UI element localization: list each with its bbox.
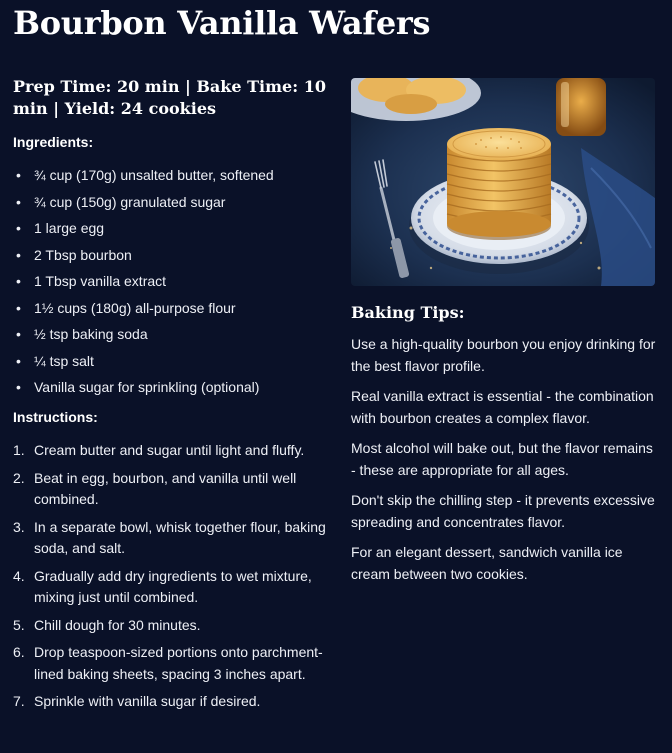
- instruction-step: 6. Drop teaspoon-sized portions onto parchment-lined baking sheets, spacing 3 inches apart.: [13, 644, 323, 682]
- instruction-step: 5. Chill dough for 30 minutes.: [13, 616, 201, 633]
- ingredient-item: • 1 Tbsp vanilla extract: [16, 273, 167, 289]
- cookie-stack-photo: [351, 78, 655, 286]
- ingredients-list: [13, 165, 333, 398]
- baking-tips-list: [351, 334, 656, 585]
- baking-tip: Real vanilla extract is essential - the combination with bourbon creates a complex flavor.: [351, 388, 654, 426]
- instruction-step: 7. Sprinkle with vanilla sugar if desired.: [13, 693, 261, 709]
- baking-tips-heading: Baking Tips:: [351, 303, 465, 322]
- instruction-step: 3. In a separate bowl, whisk together flour, baking soda, and salt.: [13, 518, 326, 556]
- recipe-meta: Prep Time: 20 min | Bake Time: 10 min | Yield: 24 cookies: [13, 77, 326, 118]
- recipe-left-column: [13, 76, 333, 719]
- baking-tip: Most alcohol will bake out, but the flavor remains - these are appropriate for all ages.: [351, 440, 653, 478]
- baking-tip: For an elegant dessert, sandwich vanilla ice cream between two cookies.: [351, 544, 623, 582]
- ingredient-item: • 1 large egg: [16, 220, 105, 236]
- ingredient-item: • 2 Tbsp bourbon: [16, 246, 132, 263]
- ingredient-item: • Vanilla sugar for sprinkling (optional): [16, 379, 260, 395]
- ingredient-item: • ½ tsp baking soda: [16, 326, 148, 342]
- ingredient-item: • ¾ cup (170g) unsalted butter, softened: [16, 167, 274, 183]
- ingredient-item: • 1½ cups (180g) all-purpose flour: [16, 299, 236, 316]
- instruction-step: 2. Beat in egg, bourbon, and vanilla until well combined.: [13, 469, 297, 507]
- instructions-list: [13, 440, 333, 713]
- instructions-heading: Instructions:: [13, 409, 98, 425]
- recipe-title: Bourbon Vanilla Wafers: [13, 4, 431, 42]
- ingredient-item: • ¾ cup (150g) granulated sugar: [16, 193, 226, 210]
- recipe-right-column: [351, 78, 656, 594]
- baking-tip: Use a high-quality bourbon you enjoy drinking for the best flavor profile.: [351, 336, 656, 374]
- baking-tip: Don't skip the chilling step - it prevents excessive spreading and concentrates flavor.: [351, 492, 655, 530]
- instruction-step: 1. Cream butter and sugar until light and fluffy.: [13, 442, 305, 458]
- ingredients-heading: Ingredients:: [13, 134, 94, 150]
- ingredient-item: • ¼ tsp salt: [16, 352, 94, 369]
- instruction-step: 4. Gradually add dry ingredients to wet mixture, mixing just until combined.: [13, 567, 312, 605]
